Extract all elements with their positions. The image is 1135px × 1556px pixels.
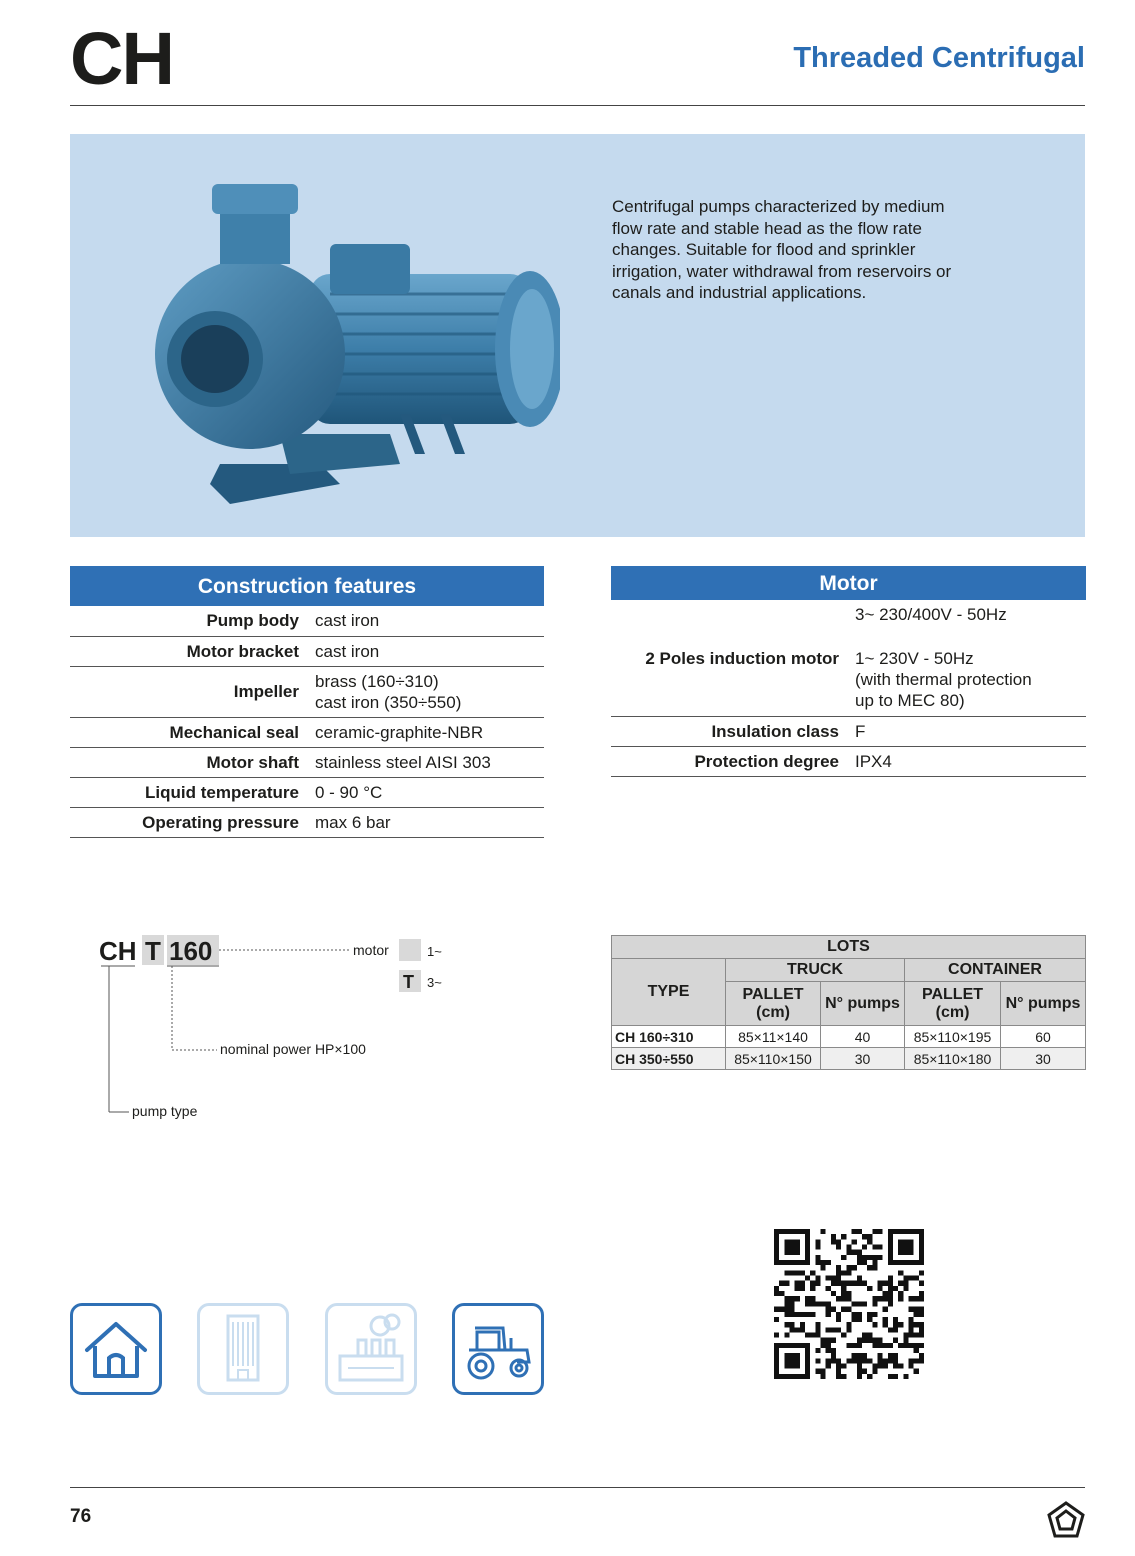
spec-value: max 6 bar xyxy=(315,807,544,837)
motor-table xyxy=(611,600,1086,777)
truck-header: TRUCK xyxy=(726,959,905,982)
spec-row xyxy=(70,807,544,837)
container-pallet: 85×110×180 xyxy=(905,1048,1001,1070)
container-pumps: 60 xyxy=(1001,1026,1086,1048)
hero-panel xyxy=(70,134,1085,537)
pallet-header-line: (cm) xyxy=(756,1003,790,1021)
lots-row xyxy=(612,1026,1086,1048)
description-line: flow rate and stable head as the flow rate xyxy=(612,218,922,238)
spec-value: stainless steel AISI 303 xyxy=(315,747,544,777)
spec-row xyxy=(70,777,544,807)
construction-features-table xyxy=(70,606,544,838)
container-header: CONTAINER xyxy=(905,959,1086,982)
pallet-header-line: PALLET xyxy=(921,985,984,1003)
spec-key: Protection degree xyxy=(611,746,855,776)
spec-key: Mechanical seal xyxy=(70,717,315,747)
code-part-power: 160 xyxy=(169,936,213,966)
description-line: irrigation, water withdrawal from reservoirs or xyxy=(612,261,952,281)
spec-value: F xyxy=(855,716,1086,746)
spec-value: IPX4 xyxy=(855,746,1086,776)
spec-value-line: 3~ 230/400V - 50Hz xyxy=(855,605,1007,624)
motor-header: Motor xyxy=(611,566,1086,600)
truck-pallet-header xyxy=(726,982,821,1026)
truck-pumps: 40 xyxy=(821,1026,905,1048)
lot-type: CH 350÷550 xyxy=(612,1048,726,1070)
home-icon xyxy=(70,1303,162,1395)
type-label: pump type xyxy=(132,1103,198,1119)
container-pallet: 85×110×195 xyxy=(905,1026,1001,1048)
spec-value-line: (with thermal protection xyxy=(855,670,1032,689)
product-description xyxy=(612,196,1032,304)
pallet-header-line: (cm) xyxy=(935,1003,970,1021)
model-title: CH xyxy=(70,17,173,100)
spec-value-line: up to MEC 80) xyxy=(855,691,965,710)
type-header: TYPE xyxy=(612,959,726,1026)
spec-value: 0 - 90 °C xyxy=(315,777,544,807)
spec-value xyxy=(315,666,544,717)
spec-value: cast iron xyxy=(315,606,544,636)
spec-value-line: brass (160÷310) xyxy=(315,671,439,691)
container-pumps: 30 xyxy=(1001,1048,1086,1070)
spec-value xyxy=(855,600,1086,716)
qr-code[interactable] xyxy=(774,1229,924,1379)
code-part-phase: T xyxy=(145,936,161,966)
spec-row xyxy=(70,717,544,747)
lots-table xyxy=(611,935,1086,1070)
spec-value-line: cast iron (350÷550) xyxy=(315,692,462,712)
lots-row xyxy=(612,1048,1086,1070)
pallet-header-line: PALLET xyxy=(742,985,804,1003)
spec-key: Motor shaft xyxy=(70,747,315,777)
pump-photo xyxy=(140,164,560,524)
truck-pumps: 30 xyxy=(821,1048,905,1070)
spec-value-line: 1~ 230V - 50Hz xyxy=(855,649,974,668)
three-phase-label: 3~ xyxy=(427,975,442,990)
spec-key: 2 Poles induction motor xyxy=(611,600,855,716)
spec-value: ceramic-graphite-NBR xyxy=(315,717,544,747)
spec-key: Pump body xyxy=(70,606,315,636)
motor-label: motor xyxy=(353,942,389,958)
single-phase-box xyxy=(399,939,421,961)
truck-pallet: 85×11×140 xyxy=(726,1026,821,1048)
building-icon xyxy=(197,1303,289,1395)
spec-key: Insulation class xyxy=(611,716,855,746)
lots-title: LOTS xyxy=(612,936,1086,959)
spec-key: Motor bracket xyxy=(70,636,315,666)
three-phase-code: T xyxy=(403,972,414,992)
spec-row xyxy=(70,606,544,636)
footer-divider xyxy=(70,1487,1085,1488)
construction-features-header: Construction features xyxy=(70,566,544,606)
header-divider xyxy=(70,105,1085,106)
power-label: nominal power HP×100 xyxy=(220,1041,366,1057)
spec-row xyxy=(611,746,1086,776)
spec-row xyxy=(70,747,544,777)
spec-row xyxy=(70,666,544,717)
spec-row xyxy=(611,600,1086,716)
description-line: canals and industrial applications. xyxy=(612,283,867,302)
spec-row xyxy=(70,636,544,666)
container-pallet-header xyxy=(905,982,1001,1026)
spec-key: Impeller xyxy=(70,666,315,717)
tractor-icon xyxy=(452,1303,544,1395)
description-line: Centrifugal pumps characterized by medium xyxy=(612,197,945,216)
spec-key: Operating pressure xyxy=(70,807,315,837)
truck-pumps-header: N° pumps xyxy=(821,982,905,1026)
single-phase-label: 1~ xyxy=(427,944,442,959)
spec-row xyxy=(611,716,1086,746)
description-line: changes. Suitable for flood and sprinkler xyxy=(612,240,916,259)
industry-icon xyxy=(325,1303,417,1395)
spec-value-spacer xyxy=(855,625,1086,648)
page-number: 76 xyxy=(70,1506,92,1527)
truck-pallet: 85×110×150 xyxy=(726,1048,821,1070)
category-title: Threaded Centrifugal xyxy=(793,42,1085,74)
spec-value: cast iron xyxy=(315,636,544,666)
code-part-series: CH xyxy=(99,936,137,966)
model-code-diagram xyxy=(95,930,515,1130)
brand-logo-icon xyxy=(1046,1500,1086,1540)
container-pumps-header: N° pumps xyxy=(1001,982,1086,1026)
lot-type: CH 160÷310 xyxy=(612,1026,726,1048)
spec-key: Liquid temperature xyxy=(70,777,315,807)
